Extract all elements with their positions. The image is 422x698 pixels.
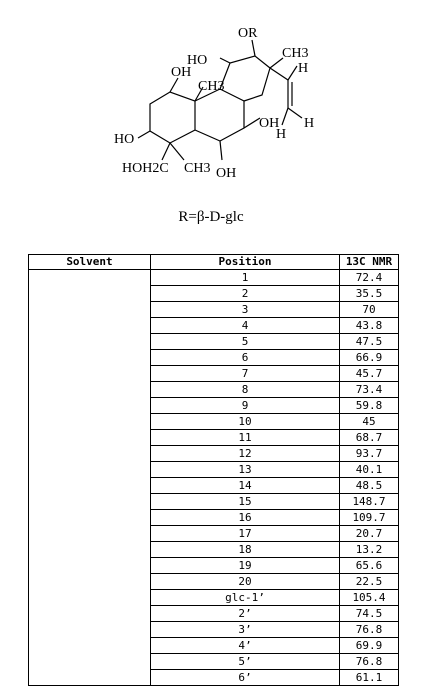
label-ch3-mid: CH3 [198, 79, 225, 94]
position-cell: 4 [151, 318, 340, 334]
position-cell: 20 [151, 574, 340, 590]
nmr-shift-cell: 69.9 [340, 638, 399, 654]
label-oh-bottom: OH [216, 166, 237, 181]
position-cell: 6’ [151, 670, 340, 686]
structure-caption: R=β-D-glc [178, 209, 244, 225]
nmr-shift-cell: 109.7 [340, 510, 399, 526]
table-body [29, 270, 399, 686]
position-cell: 13 [151, 462, 340, 478]
position-cell: 18 [151, 542, 340, 558]
nmr-shift-cell: 20.7 [340, 526, 399, 542]
label-h-vinyl1: H [304, 116, 315, 131]
position-cell: 11 [151, 430, 340, 446]
nmr-shift-cell: 40.1 [340, 462, 399, 478]
position-cell: 8 [151, 382, 340, 398]
label-ho-left: HO [114, 132, 135, 147]
label-ch3-top: CH3 [282, 46, 309, 61]
header-solvent: Solvent [29, 255, 151, 270]
position-cell: 2 [151, 286, 340, 302]
position-cell: 3 [151, 302, 340, 318]
header-13c-nmr: 13C NMR [340, 255, 399, 270]
position-cell: 15 [151, 494, 340, 510]
position-cell: 19 [151, 558, 340, 574]
nmr-shift-cell: 45 [340, 414, 399, 430]
nmr-shift-cell: 59.8 [340, 398, 399, 414]
label-ho-upper: HO [187, 53, 208, 68]
position-cell: 5 [151, 334, 340, 350]
nmr-shift-cell: 65.6 [340, 558, 399, 574]
nmr-shift-cell: 13.2 [340, 542, 399, 558]
label-h-vinyl2: H [276, 127, 287, 142]
position-cell: glc-1’ [151, 590, 340, 606]
chemical-structure [0, 0, 422, 200]
position-cell: 17 [151, 526, 340, 542]
position-cell: 14 [151, 478, 340, 494]
label-hoh2c: HOH2C [122, 161, 169, 176]
nmr-shift-cell: 47.5 [340, 334, 399, 350]
nmr-shift-cell: 148.7 [340, 494, 399, 510]
position-cell: 4’ [151, 638, 340, 654]
position-cell: 10 [151, 414, 340, 430]
structure-bonds [138, 40, 302, 160]
solvent-cell [29, 270, 151, 686]
label-h-top: H [298, 61, 309, 76]
position-cell: 1 [151, 270, 340, 286]
position-cell: 7 [151, 366, 340, 382]
position-cell: 2’ [151, 606, 340, 622]
header-position: Position [151, 255, 340, 270]
nmr-table [28, 254, 399, 686]
nmr-shift-cell: 105.4 [340, 590, 399, 606]
nmr-shift-cell: 93.7 [340, 446, 399, 462]
nmr-shift-cell: 45.7 [340, 366, 399, 382]
position-cell: 12 [151, 446, 340, 462]
nmr-shift-cell: 35.5 [340, 286, 399, 302]
position-cell: 9 [151, 398, 340, 414]
table-header-row [29, 255, 399, 270]
position-cell: 16 [151, 510, 340, 526]
nmr-shift-cell: 68.7 [340, 430, 399, 446]
nmr-shift-cell: 72.4 [340, 270, 399, 286]
label-oh-mid: OH [259, 116, 280, 131]
nmr-shift-cell: 73.4 [340, 382, 399, 398]
nmr-shift-cell: 22.5 [340, 574, 399, 590]
label-or: OR [238, 26, 258, 41]
nmr-shift-cell: 66.9 [340, 350, 399, 366]
nmr-shift-cell: 48.5 [340, 478, 399, 494]
nmr-shift-cell: 61.1 [340, 670, 399, 686]
label-ch3-bottom: CH3 [184, 161, 211, 176]
nmr-shift-cell: 70 [340, 302, 399, 318]
nmr-shift-cell: 76.8 [340, 654, 399, 670]
position-cell: 3’ [151, 622, 340, 638]
position-cell: 6 [151, 350, 340, 366]
table-row [29, 270, 399, 286]
nmr-shift-cell: 74.5 [340, 606, 399, 622]
nmr-shift-cell: 76.8 [340, 622, 399, 638]
label-oh-upper: OH [171, 65, 192, 80]
position-cell: 5’ [151, 654, 340, 670]
nmr-shift-cell: 43.8 [340, 318, 399, 334]
